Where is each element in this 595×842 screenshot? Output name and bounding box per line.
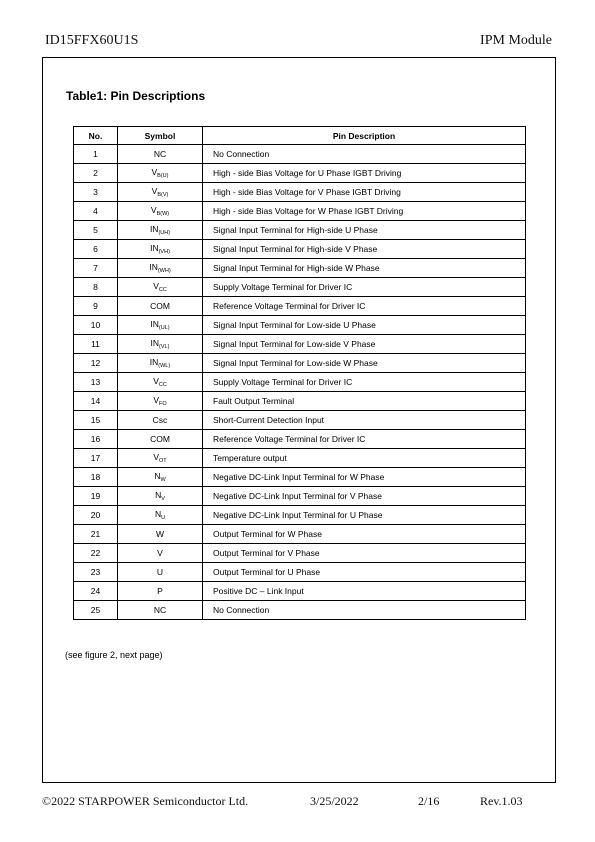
pin-symbol	[118, 183, 203, 202]
pin-description: Signal Input Terminal for Low-side V Phase	[203, 335, 526, 354]
table-row	[74, 297, 526, 316]
pin-symbol	[118, 373, 203, 392]
pin-number: 19	[74, 487, 118, 506]
pin-symbol	[118, 335, 203, 354]
pin-symbol	[118, 240, 203, 259]
table-row	[74, 183, 526, 202]
pin-symbol-main: IN	[149, 262, 158, 272]
pin-symbol	[118, 601, 203, 620]
pin-symbol	[118, 430, 203, 449]
pin-symbol	[118, 392, 203, 411]
pin-symbol-main: NC	[153, 149, 167, 159]
pin-description: Reference Voltage Terminal for Driver IC	[203, 297, 526, 316]
pin-number: 6	[74, 240, 118, 259]
pin-number: 4	[74, 202, 118, 221]
pin-symbol	[118, 544, 203, 563]
pin-symbol-subscript: CC	[158, 287, 167, 293]
pin-number: 3	[74, 183, 118, 202]
pin-description: Output Terminal for V Phase	[203, 544, 526, 563]
pin-number: 10	[74, 316, 118, 335]
footer-copyright: ©2022 STARPOWER Semiconductor Ltd.	[42, 794, 249, 808]
table-row	[74, 240, 526, 259]
pin-symbol-subscript: B(V)	[157, 192, 169, 198]
pin-number: 8	[74, 278, 118, 297]
pin-symbol	[118, 221, 203, 240]
footer-date: 3/25/2022	[310, 794, 359, 808]
pin-symbol-main: V	[153, 395, 160, 405]
pin-symbol-subscript: W	[160, 477, 166, 483]
pin-symbol	[118, 164, 203, 183]
footer-revision: Rev.1.03	[480, 794, 523, 808]
pin-symbol-main: P	[157, 586, 163, 596]
pin-number: 2	[74, 164, 118, 183]
pin-symbol-subscript: CC	[158, 382, 167, 388]
table-row	[74, 145, 526, 164]
pin-symbol-main: COM	[150, 301, 170, 311]
pin-symbol-main: Csc	[152, 415, 168, 425]
pin-number: 12	[74, 354, 118, 373]
pin-symbol-main: W	[155, 529, 165, 539]
table-row	[74, 316, 526, 335]
pin-description: Fault Output Terminal	[203, 392, 526, 411]
pin-description-table	[73, 126, 526, 620]
pin-symbol-subscript: U	[161, 515, 166, 521]
pin-number: 13	[74, 373, 118, 392]
pin-symbol-subscript: (UL)	[158, 325, 170, 331]
table-row	[74, 164, 526, 183]
pin-number: 7	[74, 259, 118, 278]
pin-description: High - side Bias Voltage for V Phase IGBT Driving	[203, 183, 526, 202]
table-row	[74, 221, 526, 240]
pin-symbol-subscript: (VL)	[159, 344, 170, 350]
pin-symbol	[118, 563, 203, 582]
pin-number: 15	[74, 411, 118, 430]
table-row	[74, 354, 526, 373]
pin-symbol	[118, 145, 203, 164]
column-header-description: Pin Description	[203, 127, 526, 145]
pin-description: Short-Current Detection Input	[203, 411, 526, 430]
table-row	[74, 582, 526, 601]
pin-symbol-subscript: B(W)	[156, 211, 170, 217]
column-header-symbol: Symbol	[118, 127, 203, 145]
pin-symbol-subscript: (VH)	[158, 249, 170, 255]
pin-symbol-subscript: (UH)	[158, 230, 171, 236]
pin-symbol	[118, 487, 203, 506]
table-row	[74, 392, 526, 411]
table-row	[74, 259, 526, 278]
pin-symbol-main: N	[155, 490, 162, 500]
table-title: Table1: Pin Descriptions	[66, 89, 206, 103]
pin-symbol-main: IN	[149, 357, 159, 367]
pin-description: Signal Input Terminal for High-side V Phase	[203, 240, 526, 259]
table-row	[74, 601, 526, 620]
pin-symbol	[118, 297, 203, 316]
pin-symbol-main: V	[151, 186, 158, 196]
pin-description: Negative DC-Link Input Terminal for U Phase	[203, 506, 526, 525]
pin-description: Output Terminal for W Phase	[203, 525, 526, 544]
pin-symbol	[118, 354, 203, 373]
pin-symbol-main: V	[150, 205, 157, 215]
table-row	[74, 449, 526, 468]
pin-description: Reference Voltage Terminal for Driver IC	[203, 430, 526, 449]
pin-symbol-subscript: FO	[159, 401, 167, 407]
pin-number: 9	[74, 297, 118, 316]
pin-symbol-main: IN	[150, 338, 160, 348]
table-row	[74, 487, 526, 506]
pin-description: Signal Input Terminal for High-side W Phase	[203, 259, 526, 278]
pin-description: No Connection	[203, 601, 526, 620]
pin-description: Signal Input Terminal for Low-side U Phase	[203, 316, 526, 335]
pin-symbol-main: V	[157, 548, 163, 558]
pin-symbol	[118, 506, 203, 525]
pin-symbol	[118, 259, 203, 278]
pin-number: 18	[74, 468, 118, 487]
table-row	[74, 411, 526, 430]
pin-number: 17	[74, 449, 118, 468]
pin-symbol-main: IN	[150, 319, 159, 329]
pin-description: High - side Bias Voltage for W Phase IGBT Driving	[203, 202, 526, 221]
pin-symbol-main: NC	[153, 605, 167, 615]
footer-page-number: 2/16	[418, 794, 440, 808]
pin-number: 16	[74, 430, 118, 449]
pin-symbol-main: IN	[149, 224, 159, 234]
pin-symbol-main: U	[156, 567, 164, 577]
pin-description: Negative DC-Link Input Terminal for W Phase	[203, 468, 526, 487]
pin-symbol-subscript: OT	[159, 458, 167, 464]
table-row	[74, 563, 526, 582]
pin-symbol-main: V	[153, 452, 160, 462]
pin-symbol	[118, 202, 203, 221]
table-header-row	[74, 127, 526, 145]
table-row	[74, 430, 526, 449]
pin-number: 25	[74, 601, 118, 620]
table-row	[74, 468, 526, 487]
pin-description: Signal Input Terminal for Low-side W Phase	[203, 354, 526, 373]
header-doc-id: ID15FFX60U1S	[45, 33, 139, 48]
pin-description: Negative DC-Link Input Terminal for V Phase	[203, 487, 526, 506]
pin-symbol-main: N	[154, 471, 161, 481]
pin-number: 23	[74, 563, 118, 582]
pin-symbol	[118, 411, 203, 430]
table-row	[74, 335, 526, 354]
pin-number: 21	[74, 525, 118, 544]
table-row	[74, 544, 526, 563]
pin-number: 14	[74, 392, 118, 411]
pin-symbol-main: IN	[150, 243, 159, 253]
pin-symbol	[118, 525, 203, 544]
pin-symbol-subscript: (WL)	[158, 363, 171, 369]
pin-symbol	[118, 582, 203, 601]
table-row	[74, 525, 526, 544]
pin-description: Temperature output	[203, 449, 526, 468]
pin-description: High - side Bias Voltage for U Phase IGBT Driving	[203, 164, 526, 183]
pin-symbol-main: V	[151, 167, 158, 177]
pin-description: Positive DC – Link Input	[203, 582, 526, 601]
pin-number: 1	[74, 145, 118, 164]
column-header-no: No.	[74, 127, 118, 145]
pin-symbol-subscript: V	[161, 496, 165, 502]
pin-number: 5	[74, 221, 118, 240]
pin-symbol	[118, 449, 203, 468]
pin-symbol-subscript: (WH)	[157, 268, 171, 274]
pin-symbol-main: V	[153, 376, 159, 386]
pin-symbol-main: V	[153, 281, 159, 291]
pin-description: Supply Voltage Terminal for Driver IC	[203, 278, 526, 297]
pin-description: Signal Input Terminal for High-side U Phase	[203, 221, 526, 240]
header-doc-type: IPM Module	[480, 33, 552, 48]
pin-symbol-main: N	[154, 509, 162, 519]
pin-symbol-subscript: B(U)	[157, 173, 169, 179]
pin-symbol-main: COM	[150, 434, 170, 444]
pin-description: Output Terminal for U Phase	[203, 563, 526, 582]
pin-number: 11	[74, 335, 118, 354]
pin-symbol	[118, 468, 203, 487]
table-row	[74, 278, 526, 297]
figure-reference-note: (see figure 2, next page)	[65, 650, 163, 660]
table-row	[74, 202, 526, 221]
pin-description: Supply Voltage Terminal for Driver IC	[203, 373, 526, 392]
pin-symbol	[118, 316, 203, 335]
pin-number: 24	[74, 582, 118, 601]
pin-description: No Connection	[203, 145, 526, 164]
table-row	[74, 373, 526, 392]
pin-number: 20	[74, 506, 118, 525]
pin-number: 22	[74, 544, 118, 563]
pin-symbol	[118, 278, 203, 297]
table-row	[74, 506, 526, 525]
